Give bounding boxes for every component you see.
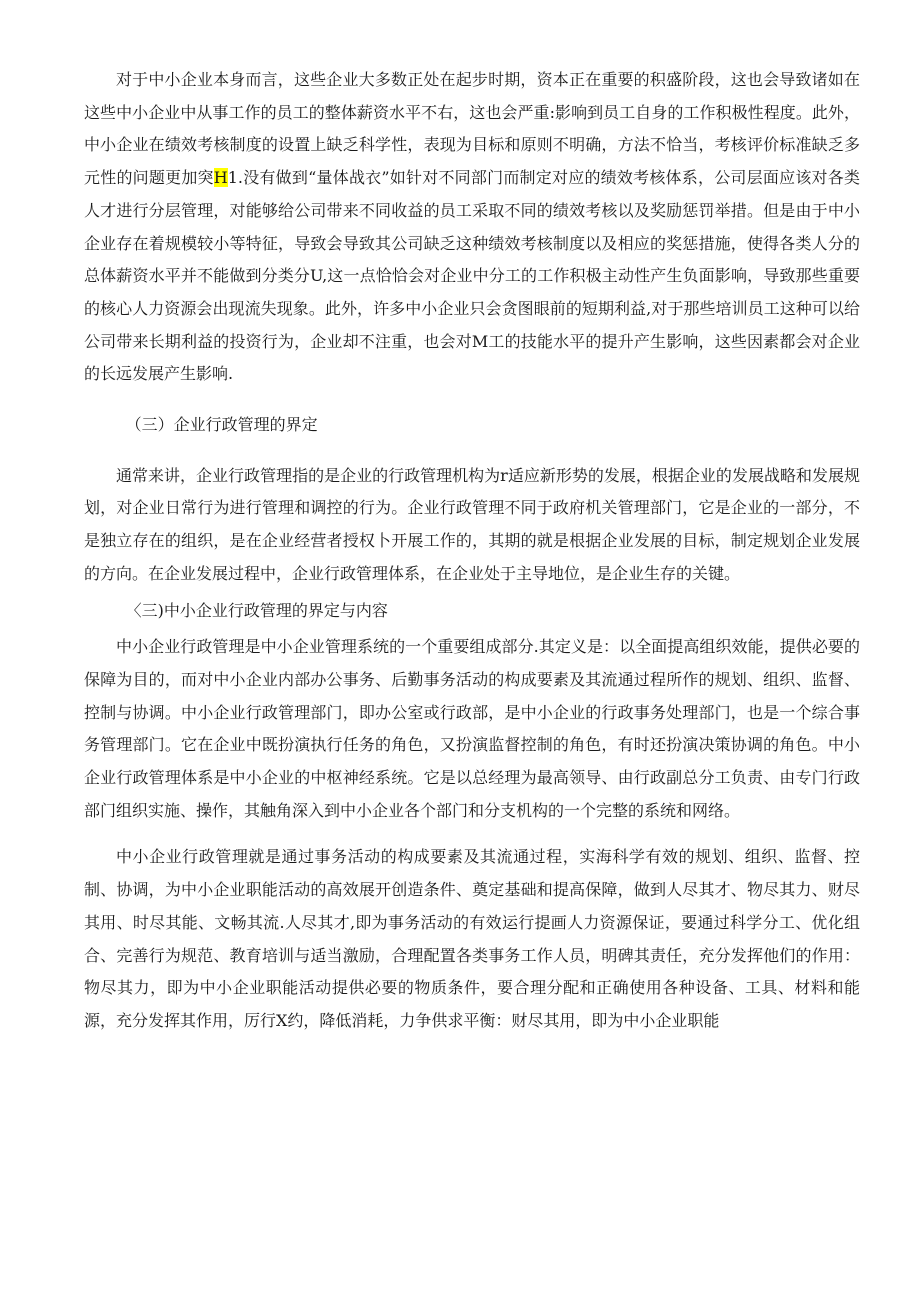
paragraph-sme-admin-content: 中小企业行政管理就是通过事务活动的构成要素及其流通过程，实海科学有效的规划、组织、监督、控制、协调，为中小企业职能活动的高效展开创造条件、奠定基础和提高保障，做到人尽其才、物尽其力、财尽其用、时尽其能、文畅其流.人尽其才,即为事务活动的有效运行提画人力资源保证，要通过科学分工、优化组合、完善行为规范、教育培训与适当激励，合理配置各类事务工作人员，明碑其责任，充分发挥他们的作用：物尽其力，即为中小企业职能活动提供必要的物质条件，要合理分配和正确使用各种设备、工具、材料和能源，充分发挥其作用，厉行X约，降低消耗，力争供求平衡：财尽其用，即为中小企业职能 — [84, 847, 860, 1030]
paragraph-sme-admin-definition: 中小企业行政管理是中小企业管理系统的一个重要组成部分.其定义是：以全面提高组织效能，提供必要的保障为目的，而对中小企业内部办公事务、后勤事务活动的构成要素及其流通过程所作的规划、组织、监督、控制与协调。中小企业行政管理部门，即办公室或行政部，是中小企业的行政事务处理部门，也是一个综合事务管理部门。它在企业中既扮演执行任务的角色，又扮演监督控制的角色，有时还扮演决策协调的角色。中小企业行政管理体系是中小企业的中枢神经系统。它是以总经理为最高领导、由行政副总分工负责、由专门行政部门组织实施、操作，其触角深入到中小企业各个部门和分支机构的一个完整的系统和网络。 — [84, 637, 860, 820]
section-heading-sme-admin: 〈三)中小企业行政管理的界定与内容 — [125, 600, 388, 620]
paragraph-text: 1.没有做到“量体战衣”如针对不同部门而制定对应的绩效考核体系，公司层面应该对各类人才进行分层管理，对能够给公司带来不同收益的员工采取不同的绩效考核以及奖励惩罚举措。但是由于中小企业存在着规模较小等特征，导致会导致其公司缺乏这种绩效考核制度以及相应的奖惩措施，使得各类人分的总体薪资水平并不能做到分类分U,这一点恰恰会对企业中分工的工作积极主动性产生负面影响，导致那些重要的核心人力资源会出现流失现象。此外，许多中小企业只会贪图眼前的短期利益,对于那些培训员工这种可以给公司带来长期利益的投资行为，企业却不注重，也会对M工的技能水平的提升产生影响，这些因素都会对企业的长远发展产生影响. — [84, 168, 860, 384]
section-heading-admin-definition: （三）企业行政管理的界定 — [125, 415, 318, 435]
document-page — [84, 64, 860, 1038]
paragraph-hr-issues — [84, 64, 860, 391]
paragraph-admin-definition: 通常来讲，企业行政管理指的是企业的行政管理机构为r适应新形势的发展，根据企业的发展战略和发展规划，对企业日常行为进行管理和调控的行为。企业行政管理不同于政府机关管理部门，它是企业的一部分，不是独立存在的组织，是在企业经营者授权卜开展工作的，其期的就是根据企业发展的目标，制定规划企业发展的方向。在企业发展过程中，企业行政管理体系，在企业处于主导地位，是企业生存的关键。 — [84, 465, 860, 583]
highlighted-text: H — [213, 168, 228, 188]
paragraph-text: 对于中小企业本身而言，这些企业大多数正处在起步时期，资本正在重要的积盛阶段，这也会导致诸如在这些中小企业中从事工作的员工的整体薪资水平不右，这也会严重:影响到员工自身的工作积极性程度。此外，中小企业在绩效考核制度的设置上缺乏科学性，表现为目标和原则不明确，方法不恰当，考核评价标准缺乏多元性的问题更加突 — [84, 70, 860, 188]
